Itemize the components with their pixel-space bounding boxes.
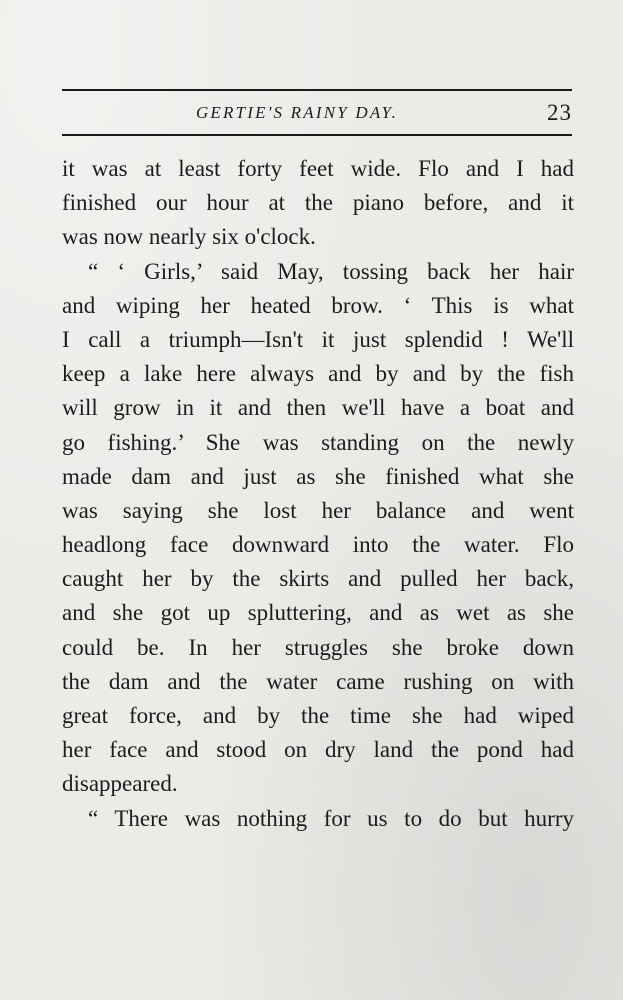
text-line: “ There was nothing for us to do but hurry (88, 805, 574, 831)
text-line: the dam and the water came rushing on with (62, 668, 574, 694)
text-line: was now nearly six o'clock. (62, 224, 316, 250)
text-line: finished our hour at the piano before, and it (62, 190, 574, 216)
text-line: made dam and just as she finished what she (62, 463, 574, 489)
text-line: keep a lake here always and by and by the fish (62, 361, 574, 387)
text-line: was saying she lost her balance and went (62, 497, 574, 523)
body-text (62, 152, 574, 836)
page-number: 23 (547, 100, 572, 125)
text-line: headlong face downward into the water. Flo (62, 532, 574, 558)
text-line: will grow in it and then we'll have a boat and (62, 395, 574, 421)
text-line: “ ‘ Girls,’ said May, tossing back her hair (88, 258, 574, 284)
text-line: and wiping her heated brow. ‘ This is what (62, 292, 574, 318)
text-line: her face and stood on dry land the pond had (62, 737, 574, 763)
header-rule-top (62, 89, 572, 91)
text-line: it was at least forty feet wide. Flo and I had (62, 156, 574, 181)
header-rule-bottom (62, 134, 572, 136)
running-title: GERTIE'S RAINY DAY. (195, 103, 399, 122)
text-line: disappeared. (62, 771, 178, 797)
text-line: go fishing.’ She was standing on the newly (62, 429, 574, 455)
text-line: could be. In her struggles she broke down (62, 634, 574, 660)
text-line: and she got up spluttering, and as wet as she (62, 600, 574, 626)
text-line: I call a triumph—Isn't it just splendid ! We'll (62, 326, 574, 352)
text-line: great force, and by the time she had wiped (62, 703, 574, 728)
running-head (62, 100, 572, 130)
text-line: caught her by the skirts and pulled her back, (62, 566, 574, 592)
